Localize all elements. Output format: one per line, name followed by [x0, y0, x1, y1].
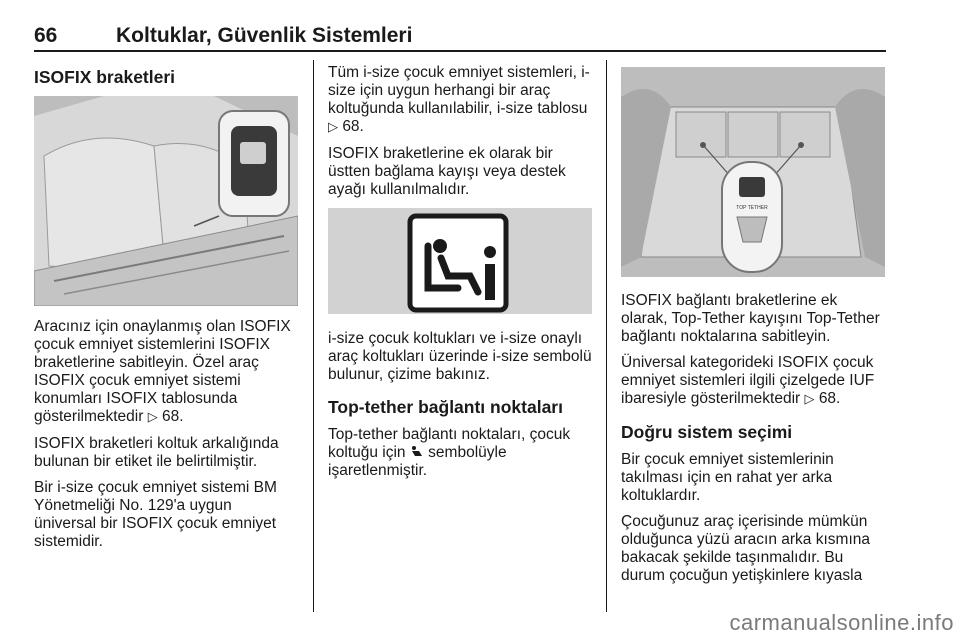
paragraph-text: Top-tether bağlantı noktaları, çocuk koltuğu için	[328, 426, 571, 461]
page-reference[interactable]: 68.	[342, 118, 364, 135]
rear-seat-illustration	[34, 96, 298, 306]
figure-i-size-symbol	[328, 208, 592, 314]
arrow-reference-icon: ▷	[328, 120, 338, 135]
paragraph-text: sembolüyle işaretlenmiştir.	[328, 444, 507, 479]
paragraph: Bir i-size çocuk emniyet sistemi BM Yönetmeliği No. 129'a uygun üniversal bir ISOFIX çocuk emniyet sistemidir.	[34, 479, 277, 550]
column-2-text	[328, 330, 594, 488]
column-3-text	[621, 292, 885, 593]
column-1-text	[34, 318, 298, 559]
figure-rear-seat-isofix	[34, 96, 298, 306]
page-number: 66	[34, 24, 58, 47]
watermark: carmanualsonline.info	[729, 610, 954, 635]
paragraph: Çocuğunuz araç içerisinde mümkün olduğunca yüzü aracın arka kısmına bakacak şekilde taşınmalıdır. Bu durum çocuğun yetişkinlere kıyasla	[621, 513, 870, 584]
column-divider-1	[313, 60, 314, 612]
page-reference[interactable]: 68.	[818, 390, 841, 407]
column-divider-2	[606, 60, 607, 612]
paragraph-text: Üniversal kategorideki ISOFIX çocuk emniyet sistemleri ilgili çizelgede IUF ibaresiyle gösterilmektedir	[621, 354, 875, 407]
top-tether-icon	[410, 445, 424, 458]
paragraph: i-size çocuk koltukları ve i-size onaylı araç koltukları üzerinde i-size sembolü bulunur, çizime bakınız.	[328, 330, 592, 383]
page-header	[34, 18, 886, 52]
paragraph	[328, 426, 594, 480]
paragraph-text: Aracınız için onaylanmış olan ISOFIX çocuk emniyet sistemlerini ISOFIX braketlerine sabitleyin. Özel araç ISOFIX çocuk emniyet sistemi konumları ISOFIX tablosunda gösterilmektedir	[34, 318, 291, 425]
trunk-illustration	[621, 67, 885, 277]
column-2-top	[328, 64, 592, 207]
section-heading-top-tether: Top-tether bağlantı noktaları	[328, 397, 563, 417]
arrow-reference-icon: ▷	[804, 392, 815, 407]
i-size-icon	[328, 208, 592, 314]
section-heading-isofix: ISOFIX braketleri	[34, 67, 176, 87]
paragraph-text: Tüm i-size çocuk emniyet sistemleri, i-size için uygun herhangi bir araç koltuğunda kullanılabilir, i-size tablosu	[328, 64, 590, 117]
page-reference[interactable]: 68.	[162, 408, 184, 425]
paragraph: ISOFIX bağlantı braketlerine ek olarak, Top-Tether kayışını Top-Tether bağlantı noktalarına sabitleyin.	[621, 292, 880, 345]
figure-trunk-top-tether	[621, 67, 885, 277]
paragraph	[621, 354, 885, 409]
callout-label: TOP TETHER	[736, 205, 768, 211]
paragraph	[34, 318, 298, 427]
paragraph: ISOFIX braketleri koltuk arkalığında bulunan bir etiket ile belirtilmiştir.	[34, 435, 279, 470]
paragraph: ISOFIX braketlerine ek olarak bir üstten bağlama kayışı veya destek ayağı kullanılmalıdır.	[328, 145, 566, 198]
paragraph: Bir çocuk emniyet sistemlerinin takılması için en rahat yer arka koltuklardır.	[621, 451, 834, 504]
page-title: Koltuklar, Güvenlik Sistemleri	[116, 24, 413, 47]
arrow-reference-icon: ▷	[147, 410, 158, 425]
paragraph	[328, 64, 592, 137]
header-rule	[34, 50, 886, 52]
column-1	[34, 66, 298, 98]
section-heading-system-choice: Doğru sistem seçimi	[621, 422, 793, 442]
